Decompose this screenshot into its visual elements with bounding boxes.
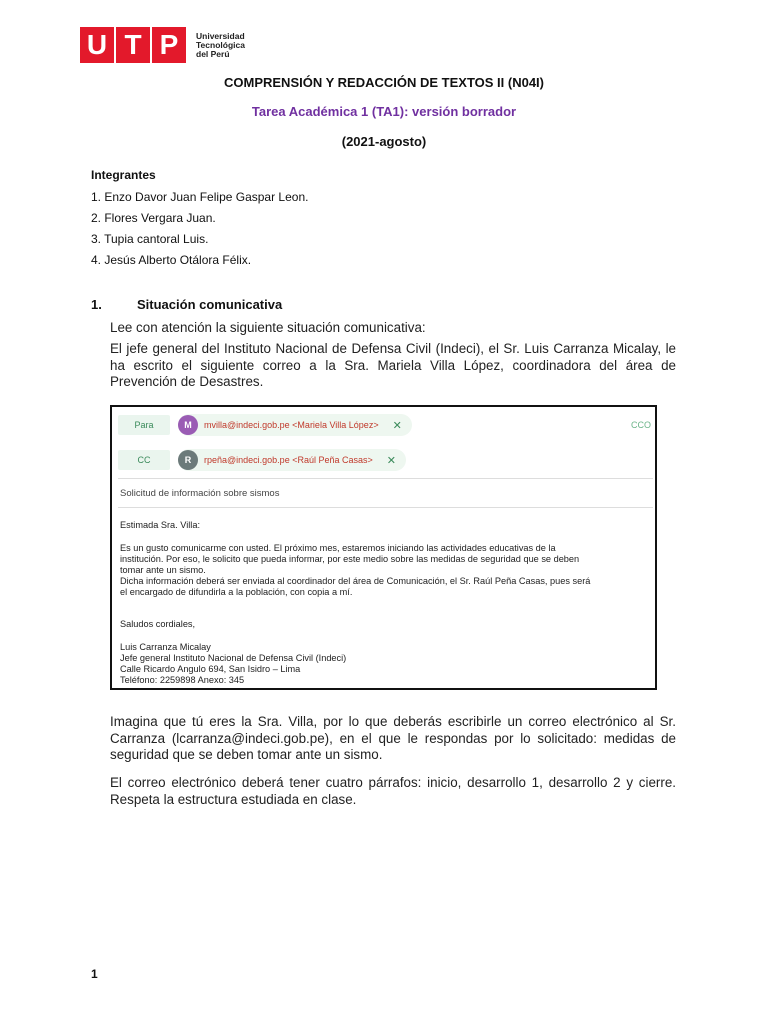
email-body: Es un gusto comunicarme con usted. El próximo mes, estaremos iniciando las actividades educativas de la institución. Por eso, le solicito que pueda informar, por este medio sobre las medidas de seguridad que se deben tomar ante un sismo. Dicha información deberá ser enviada al coordinador del área de Comunicación, el Sr. Raúl Peña Casas, pues será el encargado de difundirla a la población, con copia a mí. xyxy=(120,543,591,597)
to-address: mvilla@indeci.gob.pe <Mariela Villa López> xyxy=(204,420,379,430)
document-date: (2021-agosto) xyxy=(341,134,427,149)
email-subject: Solicitud de información sobre sismos xyxy=(120,488,280,499)
structure-paragraph: El correo electrónico deberá tener cuatro párrafos: inicio, desarrollo 1, desarrollo 2 y cierre. Respeta la estructura estudiada en clase. xyxy=(110,775,676,807)
email-greeting: Estimada Sra. Villa: xyxy=(120,520,201,530)
logo-letter-u: U xyxy=(80,27,114,63)
cco-label: CCO xyxy=(631,420,651,430)
section-number: 1. xyxy=(91,297,102,312)
avatar: M xyxy=(178,415,198,435)
close-icon: ✕ xyxy=(392,419,402,432)
member-item: 2. Flores Vergara Juan. xyxy=(91,211,216,225)
member-item: 1. Enzo Davor Juan Felipe Gaspar Leon. xyxy=(91,190,309,204)
page-number: 1 xyxy=(91,967,98,981)
logo-letter-p: P xyxy=(152,27,186,63)
to-label: Para xyxy=(118,415,170,435)
logo-letter-t: T xyxy=(116,27,150,63)
document-title: COMPRENSIÓN Y REDACCIÓN DE TEXTOS II (N04I) xyxy=(224,75,544,90)
email-cc-row xyxy=(112,445,655,475)
intro-paragraph: Lee con atención la siguiente situación comunicativa: xyxy=(110,320,426,335)
utp-logo xyxy=(80,27,245,63)
section-heading xyxy=(91,297,282,312)
task-paragraph: Imagina que tú eres la Sra. Villa, por lo que deberás escribirle un correo electrónico al Sr. Carranza (lcarranza@indeci.gob.pe), en el que le respondas por lo solicitado: medidas de seguridad que se deben tomar ante un sismo. xyxy=(110,714,676,762)
logo-university-name: Universidad Tecnológica del Perú xyxy=(196,30,245,59)
section-title: Situación comunicativa xyxy=(137,297,283,312)
email-signature: Luis Carranza Micalay Jefe general Instituto Nacional de Defensa Civil (Indeci) Calle Ricardo Angulo 694, San Isidro – Lima Teléfono: 2259898 Anexo: 345 xyxy=(120,642,347,685)
avatar: R xyxy=(178,450,198,470)
to-recipient-chip xyxy=(178,414,412,436)
cc-label: CC xyxy=(118,450,170,470)
divider xyxy=(118,507,653,508)
cc-address: rpeña@indeci.gob.pe <Raúl Peña Casas> xyxy=(204,455,373,465)
email-to-row xyxy=(112,410,655,440)
member-item: 3. Tupia cantoral Luis. xyxy=(91,232,209,246)
members-list xyxy=(91,190,308,274)
members-heading: Integrantes xyxy=(91,168,156,182)
document-subtitle: Tarea Académica 1 (TA1): versión borrador xyxy=(251,104,517,119)
email-screenshot xyxy=(110,405,657,690)
divider xyxy=(118,478,653,479)
context-paragraph: El jefe general del Instituto Nacional de Defensa Civil (Indeci), el Sr. Luis Carranza Micalay, le ha escrito el siguiente correo a la Sra. Mariela Villa López, coordinadora del área de Prevención de Desastres. xyxy=(110,341,676,389)
member-item: 4. Jesús Alberto Otálora Félix. xyxy=(91,253,252,267)
close-icon: ✕ xyxy=(386,454,396,467)
email-closing: Saludos cordiales, xyxy=(120,619,196,629)
cc-recipient-chip xyxy=(178,449,406,471)
